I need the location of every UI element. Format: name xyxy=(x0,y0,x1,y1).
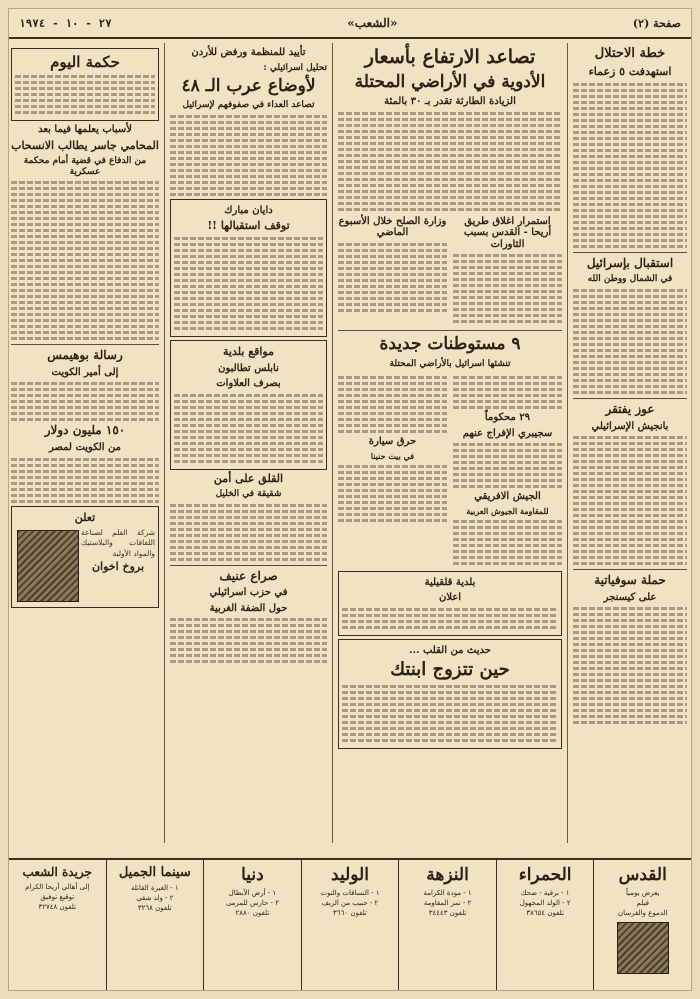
headline-analysis-sub: تصاعد العداء في صفوفهم لإسرائيل xyxy=(182,100,315,111)
article-text xyxy=(573,289,687,394)
article-text xyxy=(573,607,687,724)
main-headline: تصاعد الارتفاع بأسعار xyxy=(364,46,536,68)
headline-lawyer: المحامي جاسر يطالب الانسحاب xyxy=(11,138,159,152)
headline-conflict-3: حول الضفة الغربية xyxy=(209,602,288,614)
wisdom-title: حكمة اليوم xyxy=(50,53,120,71)
headline-soviet-sub: على كيسنجر xyxy=(603,591,657,603)
ad-walid: الوليد ١ - النساقات والتوت ٢ - حبيب من الريف تلفون ٣٦٦٠ xyxy=(301,860,399,990)
headline-sentenced-sub: سجيبري الإفراج عنهم xyxy=(462,427,553,439)
municipality-notice xyxy=(338,571,562,636)
headline-reception-sub: في الشمال ووطن الله xyxy=(587,274,673,285)
headline-plan: خطة الاحتلال xyxy=(594,46,666,61)
ad-title: جريدة الشعب xyxy=(22,865,92,879)
heart-kicker: حديث من القلب ... xyxy=(409,644,491,656)
ad-title: دنيا xyxy=(241,865,264,885)
headline-reasons: لأسباب يعلمها فيما بعد xyxy=(38,124,132,136)
headline-money-2: من الكويت لمصر xyxy=(48,442,122,454)
headline-dayan-2: توقف استقبالها !! xyxy=(207,219,290,233)
headline-money: ١٥٠ مليون دولار xyxy=(44,423,126,438)
left-column xyxy=(8,43,163,843)
headline-lawyer-2: من الدفاع في قضية أمام محكمة عسكرية xyxy=(23,156,147,177)
heart-headline: حين تتزوج ابنتك xyxy=(390,659,510,681)
company-ad xyxy=(11,506,159,609)
paper-name: «الشعب» xyxy=(347,16,398,30)
headline-army-sub: للمقاومة الجيوش العربية xyxy=(466,505,549,516)
headline-nablus-2: نابلس تطالبون xyxy=(218,362,279,374)
ad-nuzha: النزهة ١ - مودة الكرامة ٢ - نمر المقاومة تلفون ٣٤٤٤٣ xyxy=(398,860,496,990)
notice-sub: اعلان xyxy=(438,592,462,604)
ad-title: القدس xyxy=(618,865,667,885)
headline-sentenced: ٢٩ محكوماً xyxy=(484,412,531,424)
headline-conflict-2: في حزب اسرائيلي xyxy=(209,587,288,599)
masthead xyxy=(9,9,691,39)
headline-nablus: مواقع بلدية xyxy=(222,344,274,358)
ad-title: النزهة xyxy=(426,865,469,885)
headline-road-closure: استمرار اغلاق طريق أريحا - القدس بسبب الثاورات xyxy=(463,215,552,250)
headline-analysis: لأوضاع عرب الـ ٤٨ xyxy=(181,75,316,96)
headline-settlements-sub: تنشئها اسرائيل بالأراضي المحتلة xyxy=(389,358,511,369)
ad-quds: القدس يعرض يومياً فيلم الدموع والفرسان xyxy=(593,860,691,990)
newspaper-page xyxy=(8,8,692,991)
notice-title: بلدية قلقيلية xyxy=(424,576,476,588)
headline-settlements: ٩ مستوطنات جديدة xyxy=(379,334,521,355)
ad-jamil: سينما الجميل ١ - الغيرة القاتلة ٢ - ولد شقي تلفون ٣٢٦٨ xyxy=(106,860,204,990)
article-text xyxy=(573,83,687,248)
center-right-column xyxy=(334,43,566,843)
headline-army: الجيش الافريقي xyxy=(474,491,541,503)
main-headline-2: الأدوية في الأراضي المحتلة xyxy=(354,71,546,92)
headline-letter-2: إلى أمير الكويت xyxy=(51,366,119,378)
headline-car-fire-sub: في بيت حنينا xyxy=(370,450,415,461)
headline-nablus-3: بصرف العلاوات xyxy=(216,378,281,390)
heart-column xyxy=(338,639,562,749)
headline-car-fire: حرق سيارة xyxy=(368,436,417,448)
building-photo xyxy=(17,530,79,602)
wisdom-box xyxy=(11,48,159,121)
page-number: صفحة (٢) xyxy=(632,16,681,30)
ad-title: سينما الجميل xyxy=(118,865,191,880)
center-left-column xyxy=(166,43,331,843)
headline-ministry: وزارة الصلح خلال الأسبوع الماضي xyxy=(338,215,447,239)
headline-dayan: دايان مبارك xyxy=(224,204,273,216)
company-ad-text: شركة القلم لصناعة اللفافات والبلاستيك والمواد الأولية xyxy=(81,528,155,558)
ad-title: الحمراء xyxy=(518,865,572,885)
ad-title: الوليد xyxy=(331,865,369,885)
ad-shaab: جريدة الشعب إلى أهالي أريحا الكرام توقيع توفيق تلفون ٣٢٧٤٨ xyxy=(9,860,106,990)
headline-concern-2: شقيقة في الخليل xyxy=(215,489,282,500)
ad-photo xyxy=(617,922,669,974)
headline-letter: رسالة بوهيمس xyxy=(47,348,123,363)
headline-support: تأييد للمنظمة ورفض للأردن xyxy=(191,47,306,58)
company-ad-title: تعلن xyxy=(74,510,96,524)
main-subheadline: الزيادة الطارئة تقدر بـ ٣٠ بالمئة xyxy=(384,96,516,108)
nablus-box xyxy=(170,340,327,470)
right-column xyxy=(569,43,691,843)
article-text xyxy=(338,112,562,211)
dayan-box xyxy=(170,199,327,337)
headline-concern: القلق على أمن xyxy=(213,471,284,485)
headline-soviet: حملة سوفياتية xyxy=(594,573,666,588)
company-ad-brand: بروخ اخوان xyxy=(91,559,145,573)
cinema-ads-strip xyxy=(9,858,691,990)
headline-reception: استقبال بإسرائيل xyxy=(586,255,674,270)
headline-lack-sub: بانجيش الإسرائيلي xyxy=(591,420,669,432)
issue-date: ٢٧ - ١٠ - ١٩٧٤ xyxy=(19,16,112,30)
headline-analysis-kicker: تحليل اسرائيلي : xyxy=(263,62,327,73)
ad-dunya: دنيا ١ - أرض الأبطال ٢ - حارس للمرمى تلفون ٢٨٨٠ xyxy=(203,860,301,990)
ad-hamra: الحمراء ١ - برقية - ضحك ٢ - الولد المجهول تلفون ٣٨٦٥٤ xyxy=(496,860,594,990)
headline-plan-sub: استهدفت ٥ زعماء xyxy=(588,64,672,78)
article-text xyxy=(573,436,687,565)
headline-lack: عوز يفتقر xyxy=(605,401,655,416)
headline-conflict: صراع عنيف xyxy=(219,568,278,583)
